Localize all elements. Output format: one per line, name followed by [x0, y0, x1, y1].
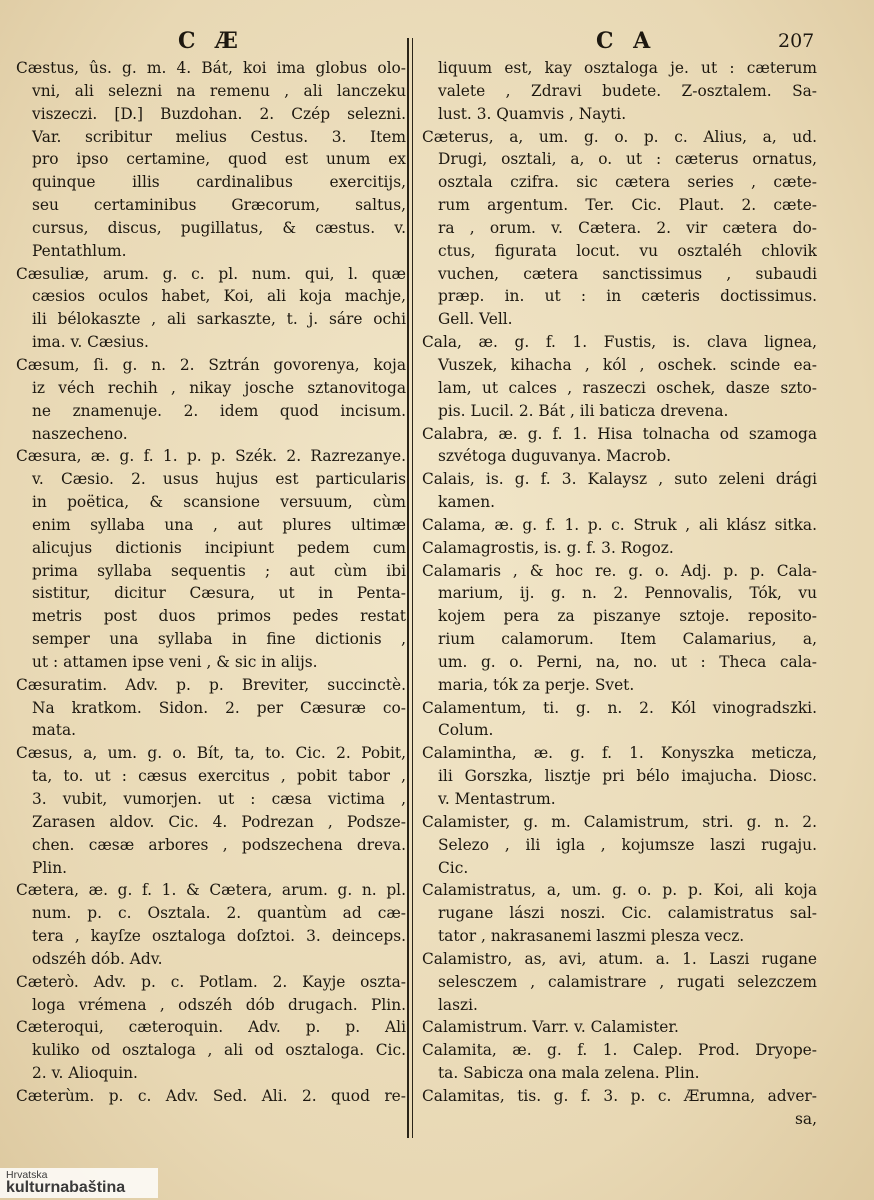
entry-line: osztala czifra. sic cætera series , cæte- — [438, 173, 817, 192]
entry-line: liquum est, kay osztaloga je. ut : cæterum — [438, 59, 817, 77]
entry-line: selesczem , calamistrare , rugati selezczem — [438, 972, 817, 991]
entry-line: Na kratkom. Sidon. 2. per Cæsuræ co- — [32, 698, 406, 717]
entry-line: Cic. — [438, 858, 469, 877]
entry-headword-line: Calamitas, tis. g. f. 3. p. c. Ærumna, adver- — [422, 1086, 817, 1105]
entry-headword-line: Calama, æ. g. f. 1. p. c. Struk , ali klász sitka. — [422, 515, 817, 534]
entry-line: semper una syllaba in fine dictionis , — [32, 630, 406, 649]
right-column — [422, 57, 817, 1131]
entry-headword-line: Calabra, æ. g. f. 1. Hisa tolnacha od szamoga — [422, 424, 817, 443]
entry-line: pis. Lucil. 2. Bát , ili baticza drevena. — [438, 401, 729, 420]
entry-headword-line: Cætera, æ. g. f. 1. & Cætera, arum. g. n. pl. — [16, 881, 406, 900]
entry-line: tera , kayſze osztaloga doſztoi. 3. deinceps. — [32, 927, 406, 946]
entry-line: Pentathlum. — [32, 241, 127, 260]
entry-line: iz véch rechih , nikay josche sztanovitoga — [32, 378, 406, 397]
entry-line: lam, ut calces , raszeczi oschek, dasze szto- — [438, 378, 817, 397]
entry-headword-line: Cæsus, a, um. g. o. Bít, ta, to. Cic. 2. Pobit, — [16, 744, 406, 763]
watermark-line2: kulturnabaština — [6, 1179, 126, 1196]
entry-line: lust. 3. Quamvis , Nayti. — [438, 104, 627, 123]
entry-line: maria, tók za perje. Svet. — [438, 675, 635, 694]
entry-line: 3. vubit, vumorjen. ut : cæsa victima , — [32, 790, 406, 808]
entry-line: Colum. — [438, 721, 494, 740]
entry-line: Plin. — [32, 858, 68, 877]
entry-line: ima. v. Cæsius. — [32, 333, 149, 352]
entry-line: ta, to. ut : cæsus exercitus , pobit tabor , — [32, 767, 406, 786]
entry-line: metris post duos primos pedes restat — [32, 607, 406, 626]
page-number: 207 — [778, 30, 815, 52]
entry-line: rugane lászi noszi. Cic. calamistratus sal- — [438, 904, 817, 923]
entry-line: Var. scribitur melius Cestus. 3. Item — [32, 127, 406, 146]
entry-headword-line: Cæterò. Adv. p. c. Potlam. 2. Kayje oszta- — [16, 972, 406, 991]
entry-line: rium calamorum. Item Calamarius, a, — [438, 630, 817, 649]
entry-line: kuliko od osztaloga , ali od osztaloga. Cic. — [32, 1041, 406, 1060]
watermark — [0, 1168, 158, 1198]
entry-line: vni, ali selezni na remenu , ali lanczeku — [32, 81, 406, 100]
entry-line: loga vrémena , odszéh dób drugach. Plin. — [32, 995, 406, 1014]
entry-headword-line: Calamintha, æ. g. f. 1. Konyszka meticza, — [422, 744, 817, 763]
entry-line: naszecheno. — [32, 424, 128, 443]
left-column — [16, 57, 406, 1108]
entry-headword-line: Cæterùm. p. c. Adv. Sed. Ali. 2. quod re- — [16, 1086, 406, 1105]
running-header-right: C A — [596, 28, 657, 54]
watermark-line1: Hrvatska — [6, 1169, 48, 1181]
entry-line: rum argentum. Ter. Cic. Plaut. 2. cæte- — [438, 196, 817, 215]
entry-line: cursus, discus, pugillatus, & cæstus. v. — [32, 218, 406, 237]
entry-line: enim syllaba una , aut plures ultimæ — [32, 515, 406, 534]
entry-line: odszéh dób. Adv. — [32, 949, 163, 968]
entry-line: v. Cæsio. 2. usus hujus est particularis — [32, 470, 406, 489]
entry-line: kojem pera za piszanye sztoje. reposito- — [438, 607, 817, 626]
entry-headword-line: Calamaris , & hoc re. g. o. Adj. p. p. Cala- — [422, 561, 817, 580]
entry-line: ili Gorszka, lisztje pri bélo imajucha. Diosc. — [438, 767, 817, 786]
entry-line: ctus, figurata locut. vu osztaléh chlovik — [438, 241, 817, 260]
entry-line: seu certaminibus Græcorum, saltus, — [32, 196, 406, 215]
entry-line: Drugi, osztali, a, o. ut : cæterus ornatus, — [438, 150, 817, 169]
entry-line: prima syllaba sequentis ; aut cùm ibi — [32, 561, 406, 580]
entry-headword-line: Calamita, æ. g. f. 1. Calep. Prod. Dryope- — [422, 1041, 817, 1060]
entry-line: ra , orum. v. Cætera. 2. vir cætera do- — [438, 218, 817, 237]
entry-headword-line: Calamistratus, a, um. g. o. p. p. Koi, ali koja — [422, 881, 817, 900]
entry-line: ne znamenuje. 2. idem quod incisum. — [32, 401, 406, 420]
entry-line: laszi. — [438, 995, 478, 1014]
entry-headword-line: Cæsuratim. Adv. p. p. Breviter, succinctè. — [16, 675, 406, 694]
entry-headword-line: Cæstus, ûs. g. m. 4. Bát, koi ima globus olo- — [16, 59, 406, 77]
entry-line: præp. in. ut : in cæteris doctissimus. — [438, 287, 817, 306]
entry-line: vuchen, cætera sanctissimus , subaudi — [438, 264, 817, 283]
entry-headword-line: Calamistrum. Varr. v. Calamister. — [422, 1018, 679, 1037]
entry-headword-line: Cæsuliæ, arum. g. c. pl. num. qui, l. quæ — [16, 264, 406, 283]
entry-headword-line: Calamister, g. m. Calamistrum, stri. g. n. 2. — [422, 812, 817, 831]
entry-line: 2. v. Alioquin. — [32, 1064, 138, 1083]
entry-line: alicujus dictionis incipiunt pedem cum — [32, 538, 406, 557]
entry-line: ut : attamen ipse veni , & sic in alijs. — [32, 652, 318, 671]
entry-line: Selezo , ili igla , kojumsze laszi rugaju. — [438, 835, 817, 854]
entry-line: um. g. o. Perni, na, no. ut : Theca cala- — [438, 652, 817, 671]
entry-line: Gell. Vell. — [438, 310, 513, 329]
entry-line: mata. — [32, 721, 77, 740]
column-divider — [407, 38, 413, 1138]
entry-headword-line: Cæteroqui, cæteroquin. Adv. p. p. Ali — [16, 1018, 406, 1037]
entry-headword-line: Cæsura, æ. g. f. 1. p. p. Szék. 2. Razrezanye. — [16, 447, 406, 466]
entry-line: ili bélokaszte , ali sarkaszte, t. j. sáre ochi — [32, 310, 406, 329]
running-header-left: C Æ — [178, 28, 244, 54]
entry-headword-line: Cala, æ. g. f. 1. Fustis, is. clava lignea, — [422, 333, 817, 352]
entry-line: v. Mentastrum. — [438, 790, 556, 808]
entry-line: Zarasen aldov. Cic. 4. Podrezan , Podsze- — [32, 812, 406, 831]
entry-headword-line: Calamagrostis, is. g. f. 3. Rogoz. — [422, 538, 674, 557]
entry-line: kamen. — [438, 493, 496, 512]
entry-line: sistitur, dicitur Cæsura, ut in Penta- — [32, 584, 406, 603]
entry-line: pro ipso certamine, quod est unum ex — [32, 150, 406, 169]
entry-line: sa, — [795, 1109, 817, 1128]
entry-line: Vuszek, kihacha , kól , oschek. scinde ea- — [438, 355, 817, 374]
entry-line: marium, ij. g. n. 2. Pennovalis, Tók, vu — [438, 584, 817, 603]
entry-headword-line: Calais, is. g. f. 3. Kalaysz , suto zeleni drági — [422, 470, 817, 489]
entry-line: in poëtica, & scansione versuum, cùm — [32, 493, 406, 512]
entry-headword-line: Cæterus, a, um. g. o. p. c. Alius, a, ud. — [422, 127, 817, 146]
entry-headword-line: Cæsum, ſi. g. n. 2. Sztrán govorenya, koja — [16, 355, 406, 374]
entry-headword-line: Calamistro, as, avi, atum. a. 1. Laszi rugane — [422, 949, 817, 968]
entry-line: tator , nakrasanemi laszmi plesza vecz. — [438, 927, 745, 946]
entry-line: viszeczi. [D.] Buzdohan. 2. Czép selezni. — [32, 104, 406, 123]
entry-line: chen. cæsæ arbores , podszechena dreva. — [32, 835, 406, 854]
entry-headword-line: Calamentum, ti. g. n. 2. Kól vinogradszki. — [422, 698, 817, 717]
entry-line: szvétoga duguvanya. Macrob. — [438, 447, 672, 466]
entry-line: cæsios oculos habet, Koi, ali koja machje, — [32, 287, 406, 306]
entry-line: quinque illis cardinalibus exercitijs, — [32, 173, 406, 192]
entry-line: num. p. c. Osztala. 2. quantùm ad cæ- — [32, 904, 406, 923]
entry-line: ta. Sabicza ona mala zelena. Plin. — [438, 1064, 700, 1083]
entry-line: valete , Zdravi budete. Z-osztalem. Sa- — [438, 81, 817, 100]
